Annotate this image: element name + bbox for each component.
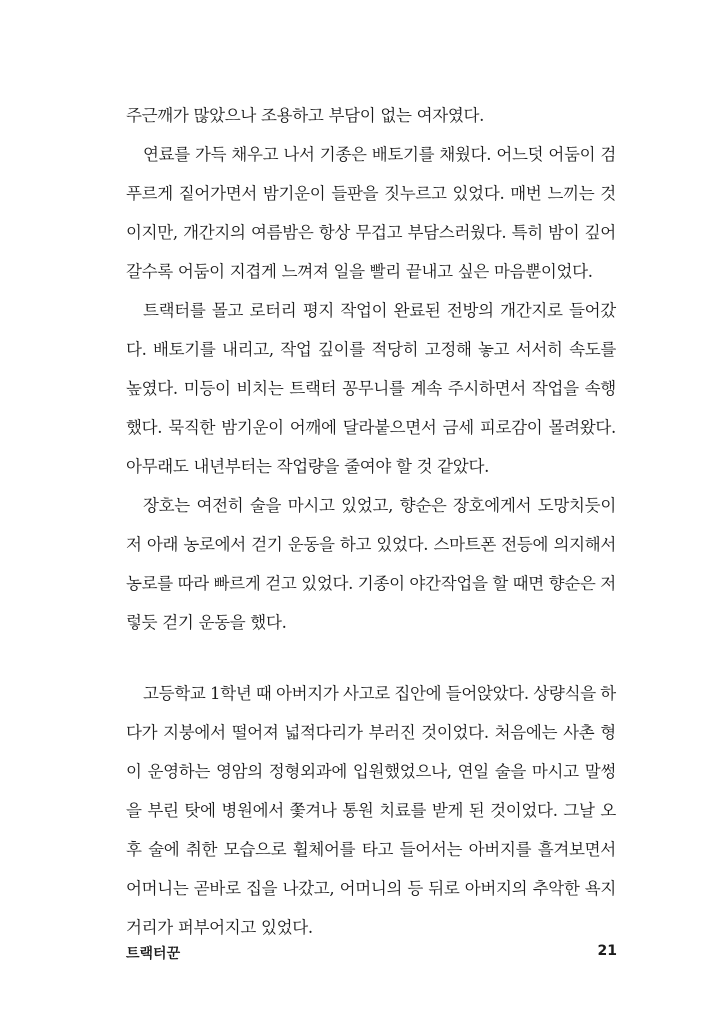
word: 저 [600, 574, 616, 593]
word: 가득 [195, 145, 227, 164]
text-line [126, 796, 616, 826]
word: 할 [492, 574, 508, 593]
word: 넓적다리가 [284, 723, 363, 742]
word: 연료를 [143, 145, 190, 164]
word: 운동을 [287, 535, 335, 554]
word: 작업 [280, 340, 312, 359]
text-line: 거리가 퍼부어지고 있었다. [126, 918, 313, 937]
word: 짙어가면서 [178, 184, 257, 203]
word: 부러진 [368, 723, 416, 742]
word: 트랙터 [289, 379, 337, 398]
running-footer-title: 트랙터꾼 [126, 946, 181, 962]
word: 작업을 [531, 379, 579, 398]
text-line: 갈수록 어둠이 지겹게 느껴져 일을 빨리 끝내고 싶은 마음뿐이었다. [126, 262, 593, 281]
word: 했다. [126, 418, 163, 437]
word: 장호는 [143, 496, 190, 515]
word: 특히 [511, 223, 543, 242]
word: 따라 [177, 574, 209, 593]
word: 작업이 [340, 301, 388, 320]
word: 검 [600, 145, 616, 164]
word: 전방의 [446, 301, 494, 320]
word: 1학년 [210, 684, 252, 703]
word: 고등학교 [143, 684, 206, 703]
word: 형 [600, 723, 616, 742]
word: 말썽 [584, 762, 616, 781]
word: 무겁고 [355, 223, 403, 242]
text-line [126, 374, 616, 404]
word: 것이었다. [421, 723, 489, 742]
word: 배토기를 [371, 145, 435, 164]
text-line [126, 335, 616, 365]
word: 상량식을 [533, 684, 596, 703]
text-line [126, 874, 616, 904]
word: 치료를 [379, 801, 427, 820]
word: 푸르게 [126, 184, 173, 203]
word: 의지해서 [553, 535, 616, 554]
word: 항상 [318, 223, 351, 242]
text-line [126, 569, 616, 599]
word: 욕지 [584, 879, 616, 898]
word: 통원 [342, 801, 374, 820]
word: 채우고 [231, 145, 279, 164]
word: 운영하는 [147, 762, 211, 781]
word: 기종이 [357, 574, 405, 593]
text-line: 주근깨가 많았으나 조용하고 부담이 없는 여자였다. [126, 106, 485, 125]
text-line: 렇듯 걷기 운동을 했다. [126, 613, 287, 632]
text-line [126, 140, 616, 170]
text-line: 아무래도 내년부터는 작업량을 줄여야 할 것 같았다. [126, 457, 490, 476]
word: 미등이 [183, 379, 231, 398]
text-line [126, 835, 616, 865]
word: 술을 [249, 496, 282, 515]
word: 주시하면서 [447, 379, 526, 398]
word: 쫓겨나 [289, 801, 337, 820]
word: 하 [600, 684, 616, 703]
word: 모습으로 [223, 840, 287, 859]
word: 아버지의 [464, 879, 528, 898]
word: 정형외과에 [268, 762, 347, 781]
word: 이지만, [126, 223, 178, 242]
text-line [126, 296, 616, 326]
text-line [126, 491, 616, 521]
word: 받게 [431, 801, 464, 820]
word: 어느덧 [496, 145, 544, 164]
word: 몰려왔다. [548, 418, 616, 437]
word: 오 [600, 801, 616, 820]
word: 놓고 [478, 340, 510, 359]
word: 평지 [302, 301, 335, 320]
word: 속행 [584, 379, 616, 398]
text-line [126, 413, 616, 443]
word: 트랙터를 [143, 301, 206, 320]
word: 배토기를 [153, 340, 216, 359]
word: 개간지로 [500, 301, 563, 320]
word: 떨어져 [231, 723, 279, 742]
word: 다. [126, 340, 147, 359]
word: 느끼는 [547, 184, 595, 203]
word: 들판을 [331, 184, 379, 203]
word: 하고 [339, 535, 372, 554]
word: 병원에서 [221, 801, 284, 820]
word: 농로를 [126, 574, 173, 593]
word: 을 [126, 801, 142, 820]
word: 저 [126, 535, 142, 554]
word: 그날 [563, 801, 595, 820]
word: 후 [126, 840, 142, 859]
word: 집안에 [394, 684, 442, 703]
word: 속도를 [569, 340, 616, 359]
word: 이 [126, 762, 142, 781]
word: 나갔고, [282, 879, 335, 898]
word: 밤기운이 [262, 184, 326, 203]
text-line [126, 530, 616, 560]
word: 나서 [283, 145, 315, 164]
word: 기종은 [319, 145, 367, 164]
word: 다가 [126, 723, 158, 742]
word: 깊이를 [318, 340, 365, 359]
word: 밤기운이 [221, 418, 284, 437]
word: 때면 [512, 574, 544, 593]
word: 탓에 [184, 801, 216, 820]
word: 된 [468, 801, 485, 820]
word: 몰고 [211, 301, 244, 320]
word: 부담스러웠다. [407, 223, 507, 242]
page-number: 21 [597, 943, 617, 959]
word: 입원했었으나, [352, 762, 452, 781]
word: 향순은 [548, 574, 596, 593]
word: 처음에는 [494, 723, 558, 742]
text-line [126, 218, 616, 248]
word: 빠르게 [213, 574, 261, 593]
word: 피로감이 [479, 418, 543, 437]
word: 부린 [147, 801, 179, 820]
word: 아버지가 [276, 684, 339, 703]
word: 있었다. [452, 184, 505, 203]
word: 휠체어를 [292, 840, 356, 859]
word: 술을 [494, 762, 527, 781]
word: 마시고 [531, 762, 579, 781]
word: 개간지의 [183, 223, 246, 242]
word: 달라붙으면서 [342, 418, 437, 437]
word: 흘겨보면서 [537, 840, 616, 859]
word: 취한 [185, 840, 218, 859]
word: 장호에게서 [453, 496, 532, 515]
word: 도망치듯이 [537, 496, 616, 515]
word: 타고 [361, 840, 394, 859]
word: 술에 [148, 840, 180, 859]
word: 걷고 [265, 574, 297, 593]
word: 어머니는 [126, 879, 189, 898]
word: 완료된 [393, 301, 441, 320]
word: 서서히 [515, 340, 563, 359]
word: 것이었다. [490, 801, 558, 820]
word: 깊어 [584, 223, 616, 242]
word: 내리고, [222, 340, 274, 359]
word: 들어앉았다. [445, 684, 529, 703]
word: 곧바로 [193, 879, 241, 898]
word: 짓누르고 [384, 184, 447, 203]
word: 집을 [245, 879, 278, 898]
word: 아버지를 [468, 840, 532, 859]
word: 들어서는 [399, 840, 463, 859]
text-line [126, 179, 616, 209]
word: 걷기 [251, 535, 283, 554]
word: 적당히 [371, 340, 419, 359]
word: 여전히 [196, 496, 244, 515]
word: 묵직한 [168, 418, 216, 437]
word: 때 [255, 684, 272, 703]
word: 높였다. [126, 379, 178, 398]
word: 향순은 [399, 496, 447, 515]
word: 어둠이 [548, 145, 596, 164]
word: 추악한 [532, 879, 580, 898]
word: 어머니의 [339, 879, 403, 898]
word: 마시고 [287, 496, 335, 515]
text-line [126, 718, 616, 748]
word: 스마트폰 [433, 535, 497, 554]
word: 뒤로 [428, 879, 460, 898]
word: 여름밤은 [250, 223, 314, 242]
body-text [126, 0, 616, 1024]
word: 지붕에서 [163, 723, 226, 742]
word: 것 [600, 184, 616, 203]
word: 있었고, [341, 496, 394, 515]
word: 채웠다. [439, 145, 492, 164]
word: 있었다. [301, 574, 354, 593]
word: 로터리 [249, 301, 297, 320]
word: 아래 [146, 535, 179, 554]
word: 있었다. [376, 535, 429, 554]
text-line [126, 757, 616, 787]
word: 밤이 [548, 223, 580, 242]
word: 사고로 [343, 684, 390, 703]
word: 연일 [457, 762, 489, 781]
word: 야간작업을 [409, 574, 488, 593]
word: 농로에서 [183, 535, 246, 554]
word: 들어갔 [569, 301, 616, 320]
word: 어깨에 [289, 418, 337, 437]
word: 전등에 [501, 535, 549, 554]
word: 비치는 [236, 379, 284, 398]
word: 금세 [442, 418, 474, 437]
word: 사촌 [563, 723, 595, 742]
word: 고정해 [424, 340, 472, 359]
word: 꽁무니를 [342, 379, 405, 398]
word: 영암의 [215, 762, 263, 781]
word: 등 [407, 879, 424, 898]
word: 계속 [410, 379, 442, 398]
word: 매번 [510, 184, 542, 203]
text-line [126, 679, 616, 709]
